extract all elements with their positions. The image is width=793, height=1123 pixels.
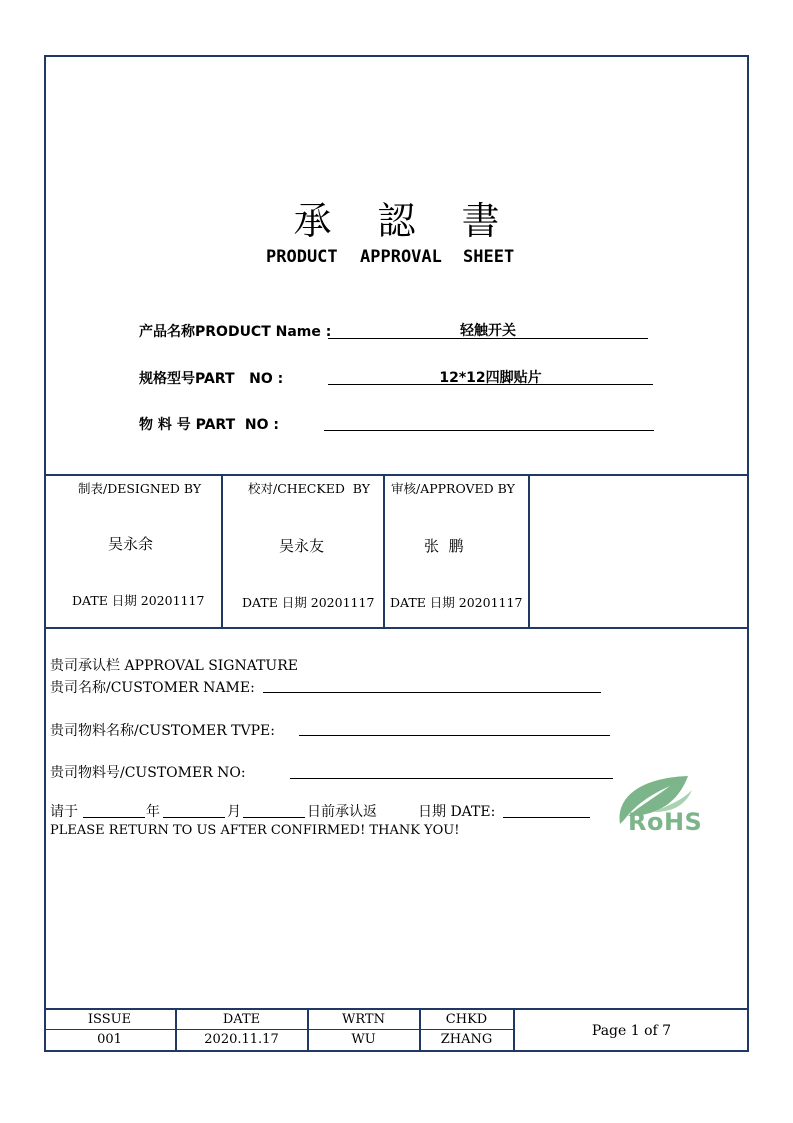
part-no-label: 规格型号PART NO : xyxy=(139,371,284,387)
footer-top-border xyxy=(44,1008,749,1010)
return-year-label: 年 xyxy=(146,804,160,820)
product-name-label: 产品名称PRODUCT Name : xyxy=(139,324,332,340)
designed-by-name: 吴永余 xyxy=(108,535,154,553)
signoff-bottom-border xyxy=(44,627,749,629)
customer-no-label: 贵司物料号/CUSTOMER NO: xyxy=(50,765,246,781)
checked-date: DATE 日期 20201117 xyxy=(242,595,375,610)
designed-date: DATE 日期 20201117 xyxy=(72,593,205,608)
title-word-product: PRODUCT xyxy=(266,247,338,267)
product-name-value: 轻触开关 xyxy=(460,323,516,339)
checked-by-name: 吴永友 xyxy=(279,537,325,555)
customer-no-field[interactable] xyxy=(290,778,613,779)
signoff-divider-1 xyxy=(221,474,223,628)
return-date-label: 日期 DATE: xyxy=(418,804,496,820)
page-number: Page 1 of 7 xyxy=(591,1023,672,1039)
return-date-field[interactable] xyxy=(503,817,590,818)
footer-header-chkd: CHKD xyxy=(445,1012,488,1027)
material-no-underline xyxy=(324,430,654,431)
title-word-sheet: SHEET xyxy=(463,247,515,267)
title-english xyxy=(262,247,522,269)
approved-by-label: 审核/APPROVED BY xyxy=(391,481,515,496)
return-note: PLEASE RETURN TO US AFTER CONFIRMED! THANK YOU! xyxy=(50,823,460,838)
signoff-top-border xyxy=(44,474,749,476)
footer-header-date: DATE xyxy=(222,1012,261,1027)
customer-section-title: 贵司承认栏 APPROVAL SIGNATURE xyxy=(50,658,298,674)
customer-type-field[interactable] xyxy=(299,735,610,736)
part-no-value: 12*12四脚贴片 xyxy=(439,370,542,386)
footer-value-wrtn: WU xyxy=(351,1032,376,1047)
designed-by-label: 制表/DESIGNED BY xyxy=(78,481,202,496)
return-day-field[interactable] xyxy=(243,817,305,818)
part-no-underline xyxy=(328,384,653,385)
return-year-field[interactable] xyxy=(83,817,145,818)
footer-value-date: 2020.11.17 xyxy=(204,1032,279,1047)
return-day-suffix: 日前承认返 xyxy=(307,804,377,820)
return-prefix: 请于 xyxy=(50,804,78,820)
checked-by-label: 校对/CHECKED BY xyxy=(248,481,371,496)
approved-by-name: 张 鹏 xyxy=(424,537,464,555)
footer-value-chkd: ZHANG xyxy=(440,1032,493,1047)
signoff-divider-2 xyxy=(383,474,385,628)
customer-name-label: 贵司名称/CUSTOMER NAME: xyxy=(50,680,255,696)
footer-header-wrtn: WRTN xyxy=(342,1012,385,1027)
product-name-underline xyxy=(328,338,648,339)
footer-header-issue: ISSUE xyxy=(87,1012,132,1027)
title-chinese: 承認書 xyxy=(293,199,546,243)
approved-date: DATE 日期 20201117 xyxy=(390,595,523,610)
signoff-divider-3 xyxy=(528,474,530,628)
return-month-field[interactable] xyxy=(163,817,225,818)
footer-mid-border xyxy=(44,1029,514,1030)
customer-type-label: 贵司物料名称/CUSTOMER TVPE: xyxy=(50,723,275,739)
rohs-logo-text: RoHS xyxy=(628,808,703,836)
rohs-logo xyxy=(614,772,720,840)
material-no-label: 物 料 号 PART NO : xyxy=(139,417,279,433)
return-month-label: 月 xyxy=(227,804,241,820)
footer-value-issue: 001 xyxy=(97,1032,122,1047)
title-word-approval: APPROVAL xyxy=(360,247,442,267)
customer-name-field[interactable] xyxy=(263,692,601,693)
